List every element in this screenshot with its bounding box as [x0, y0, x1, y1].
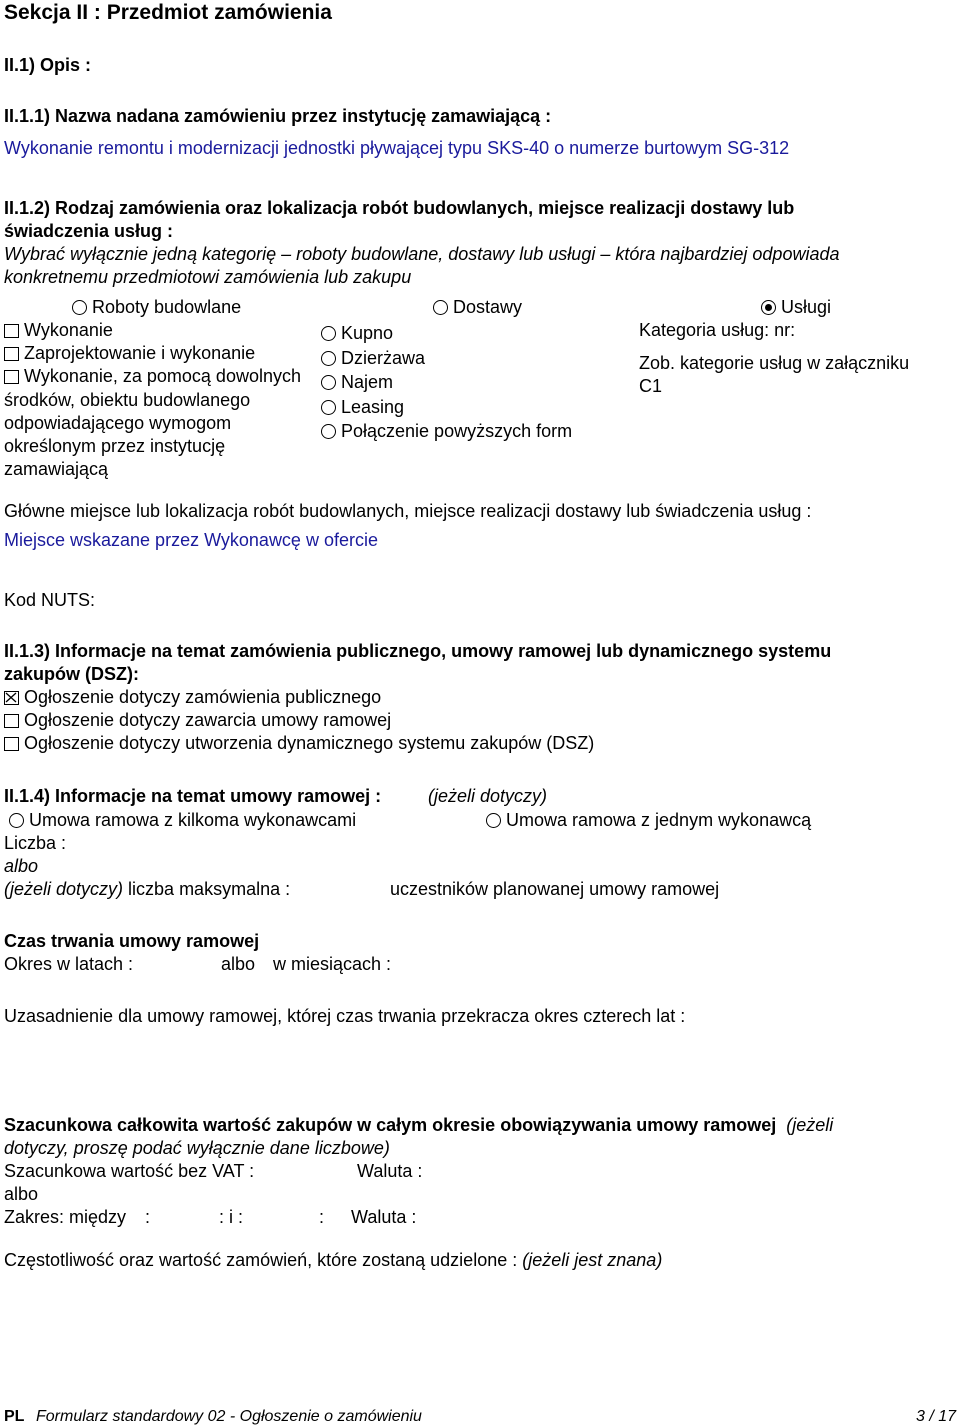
checkbox-empty-icon: [4, 737, 19, 751]
category-supplies[interactable]: [433, 297, 522, 318]
frequency-line: [4, 1250, 662, 1271]
category-works-label: Roboty budowlane: [92, 297, 242, 317]
footer-page-number: 3 / 17: [915, 1408, 956, 1425]
section-title: Sekcja II : Przedmiot zamówienia: [4, 1, 332, 24]
max-line: [4, 879, 290, 900]
radio-empty-icon: [321, 375, 336, 390]
supplies-option-label: Najem: [341, 372, 394, 392]
works-option-3-line: środków, obiektu budowlanego: [4, 390, 251, 410]
radio-empty-icon: [321, 351, 336, 366]
radio-empty-icon: [321, 424, 336, 439]
ii13-option-label: Ogłoszenie dotyczy zamówienia publicznego: [24, 687, 382, 707]
framework-many-label: Umowa ramowa z kilkoma wykonawcami: [29, 810, 357, 830]
albo-text: albo: [4, 856, 39, 876]
ii12-heading-line1: II.1.2) Rodzaj zamówienia oraz lokalizacja robót budowlanych, miejsce realizacji dostawy lub: [4, 198, 795, 218]
supplies-option[interactable]: [321, 370, 572, 395]
ii13-option-1[interactable]: [4, 687, 381, 708]
supplies-option[interactable]: [321, 419, 572, 444]
contract-name-value: Wykonanie remontu i modernizacji jednostki pływającej typu SKS-40 o numerze burtowym SG-312: [4, 138, 790, 158]
checkbox-checked-icon: [4, 691, 19, 705]
nuts-code: Kod NUTS:: [4, 590, 96, 610]
ii11-heading: II.1.1) Nazwa nadana zamówieniu przez instytucję zamawiającą :: [4, 106, 552, 126]
location-label: Główne miejsce lub lokalizacja robót budowlanych, miejsce realizacji dostawy lub świadczenia usług :: [4, 501, 812, 521]
range-colon-1: :: [145, 1207, 151, 1227]
ii13-option-3[interactable]: [4, 733, 594, 754]
works-option-3-line: określonym przez instytucję: [4, 436, 226, 456]
radio-empty-icon: [433, 300, 448, 315]
footer-lang: PL: [4, 1408, 25, 1425]
ii13-option-label: Ogłoszenie dotyczy utworzenia dynamicznego systemu zakupów (DSZ): [24, 733, 595, 753]
frequency-label: Częstotliwość oraz wartość zamówień, które zostaną udzielone :: [4, 1250, 518, 1270]
ii12-instruction-line1: Wybrać wyłącznie jedną kategorię – roboty budowlane, dostawy lub usługi – która najbardziej odpowiada: [4, 244, 840, 264]
range-and: : i :: [219, 1207, 244, 1227]
justification-label: Uzasadnienie dla umowy ramowej, której czas trwania przekracza okres czterech lat :: [4, 1006, 686, 1026]
ii12-heading-line2: świadczenia usług :: [4, 221, 174, 241]
estimate-note-a: (jeżeli: [786, 1115, 834, 1135]
ii14-heading: II.1.4) Informacje na temat umowy ramowej :: [4, 786, 382, 806]
checkbox-empty-icon: [4, 324, 19, 338]
framework-many[interactable]: [9, 810, 356, 831]
max-label: liczba maksymalna :: [128, 879, 291, 899]
ii1-heading: II.1) Opis :: [4, 55, 92, 75]
location-value: Miejsce wskazane przez Wykonawcę w ofercie: [4, 530, 378, 550]
range-label: Zakres: między: [4, 1207, 127, 1227]
radio-empty-icon: [9, 813, 24, 828]
works-option-3[interactable]: [4, 366, 301, 387]
works-option-label: Zaprojektowanie i wykonanie: [24, 343, 256, 363]
duration-months: w miesiącach :: [273, 954, 392, 974]
supplies-option-label: Leasing: [341, 396, 405, 417]
works-option-3-cont: [4, 389, 250, 481]
radio-selected-icon: [761, 300, 776, 315]
checkbox-empty-icon: [4, 714, 19, 728]
supplies-option[interactable]: [321, 346, 572, 371]
supplies-option-label: Kupno: [341, 323, 394, 343]
ii13-heading-line1: II.1.3) Informacje na temat zamówienia publicznego, umowy ramowej lub dynamicznego systemu: [4, 641, 832, 661]
radio-empty-icon: [72, 300, 87, 315]
category-services-label: Usługi: [781, 297, 832, 317]
estimate-heading: Szacunkowa całkowita wartość zakupów w całym okresie obowiązywania umowy ramowej: [4, 1115, 777, 1135]
supplies-option[interactable]: [321, 395, 572, 420]
framework-one-label: Umowa ramowa z jednym wykonawcą: [506, 810, 812, 830]
duration-heading: Czas trwania umowy ramowej: [4, 931, 260, 951]
estimate-heading-line: [4, 1115, 833, 1136]
checkbox-empty-icon: [4, 370, 19, 384]
estimate-value-label: Szacunkowa wartość bez VAT :: [4, 1161, 255, 1181]
estimate-note-b: dotyczy, proszę podać wyłącznie dane liczbowe): [4, 1138, 390, 1158]
radio-empty-icon: [486, 813, 501, 828]
works-option-label: Wykonanie: [24, 320, 113, 340]
works-option-2[interactable]: [4, 343, 255, 364]
category-works[interactable]: [72, 297, 241, 318]
services-category: Kategoria usług: nr:: [639, 320, 796, 340]
supplies-options: [321, 321, 572, 444]
supplies-option-label: Połączenie powyższych form: [341, 421, 573, 441]
category-supplies-label: Dostawy: [453, 297, 523, 317]
footer-form-name: Formularz standardowy 02 - Ogłoszenie o zamówieniu: [36, 1408, 422, 1425]
duration-years: Okres w latach :: [4, 954, 134, 974]
frequency-note: (jeżeli jest znana): [522, 1250, 663, 1270]
range-currency-label: Waluta :: [351, 1207, 417, 1227]
ii13-heading-line2: zakupów (DSZ):: [4, 664, 139, 684]
works-option-1[interactable]: [4, 320, 113, 341]
estimate-currency-label: Waluta :: [357, 1161, 423, 1181]
services-note-line1: Zob. kategorie usług w załączniku: [639, 353, 910, 373]
duration-albo: albo: [221, 954, 256, 974]
range-colon-2: :: [319, 1207, 325, 1227]
checkbox-empty-icon: [4, 347, 19, 361]
radio-empty-icon: [321, 326, 336, 341]
ii13-option-2[interactable]: [4, 710, 391, 731]
works-option-3-line: odpowiadającego wymogom: [4, 413, 232, 433]
ii14-heading-note: (jeżeli dotyczy): [428, 786, 548, 806]
works-option-label: Wykonanie, za pomocą dowolnych: [24, 366, 301, 386]
services-note-line2: C1: [639, 376, 663, 396]
radio-empty-icon: [321, 400, 336, 415]
estimate-albo: albo: [4, 1184, 39, 1204]
works-option-3-line: zamawiającą: [4, 459, 109, 479]
participants-count: Liczba :: [4, 833, 67, 853]
supplies-option[interactable]: [321, 321, 572, 346]
ii13-option-label: Ogłoszenie dotyczy zawarcia umowy ramowej: [24, 710, 392, 730]
supplies-option-label: Dzierżawa: [341, 347, 426, 368]
category-services[interactable]: [761, 297, 831, 318]
framework-one[interactable]: [486, 810, 811, 831]
max-note: (jeżeli dotyczy): [4, 879, 124, 899]
participants-label: uczestników planowanej umowy ramowej: [390, 879, 720, 899]
ii12-instruction-line2: konkretnemu przedmiotowi zamówienia lub zakupu: [4, 267, 412, 287]
